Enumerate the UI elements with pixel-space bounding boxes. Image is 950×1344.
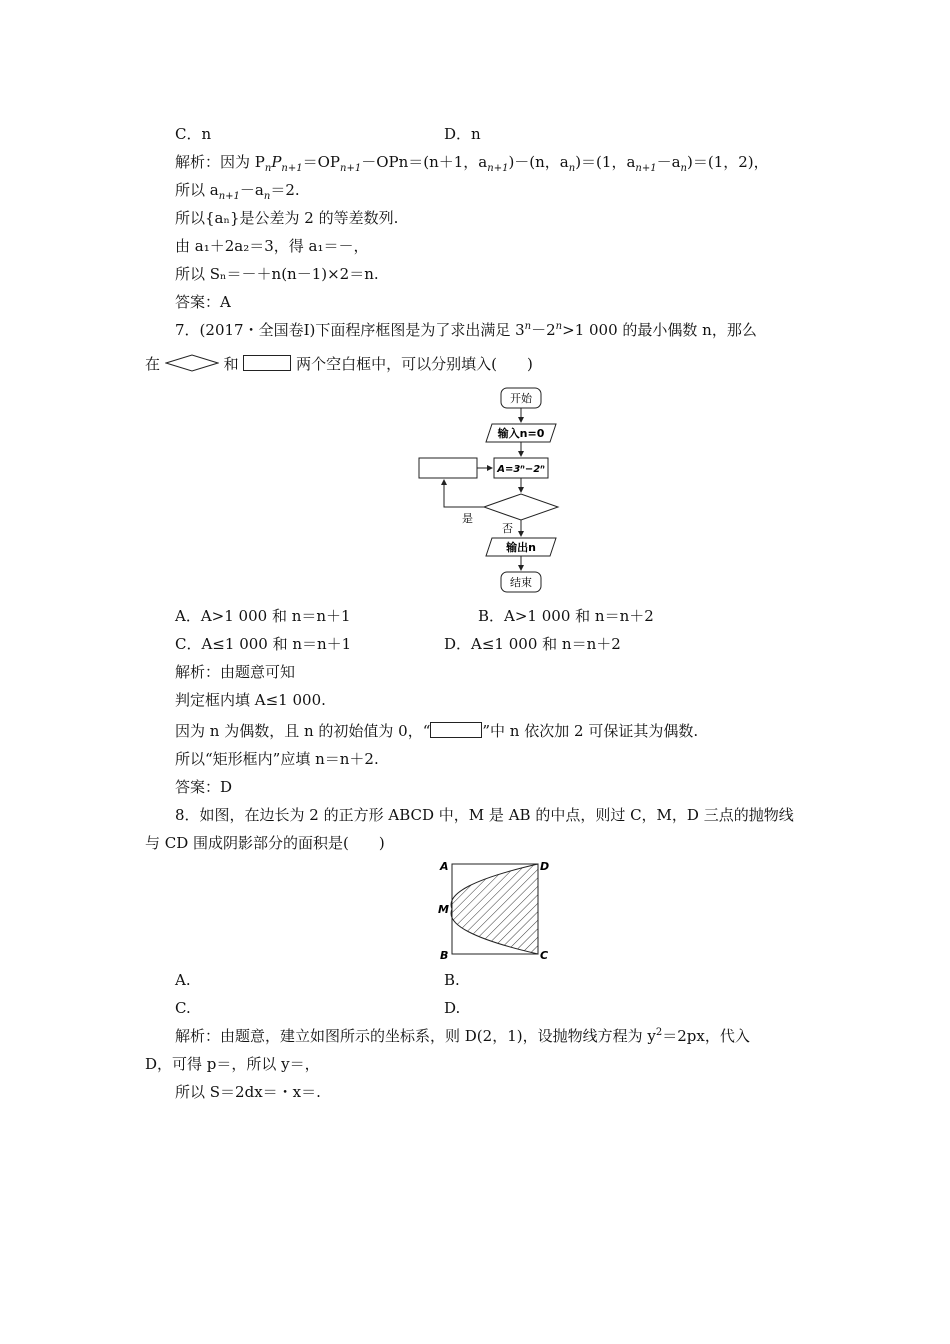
q7-solution-line-4: 所以“矩形框内”应填 n＝n＋2.: [175, 750, 379, 768]
start-label: 开始: [510, 392, 532, 405]
yes-label: 是: [462, 512, 473, 525]
q7-option-a: A．A>1 000 和 n＝n＋1: [175, 607, 351, 625]
q6-solution-line-4: 由 a₁＋2a₂＝3，得 a₁＝－，: [175, 237, 369, 255]
q7-solution-line-3: 因为 n 为偶数，且 n 的初始值为 0，“ ”中 n 依次加 2 可保证其为偶数.: [175, 722, 699, 740]
no-label: 否: [502, 522, 513, 535]
q8-option-c: C.: [175, 999, 191, 1017]
q7-stem-line-2: 在 和 两个空白框中，可以分别填入( ): [145, 355, 533, 373]
q6-option-d: D．n: [444, 125, 481, 143]
q7-option-c: C．A≤1 000 和 n＝n＋1: [175, 635, 352, 653]
q7-stem-line-1: 7．(2017・全国卷Ⅰ)下面程序框图是为了求出满足 $3^n-2^n>1$ 000 的最小偶数 n，那么: [175, 321, 757, 339]
blank-process-box: [419, 458, 477, 478]
output-label: 输出n: [506, 541, 536, 554]
square-parabola-figure: [432, 856, 552, 962]
shaded-region: [451, 864, 538, 954]
label-b: B: [440, 949, 449, 962]
q6-solution-line-3: 所以{aₙ}是公差为 2 的等差数列.: [175, 209, 399, 227]
q8-option-d: D.: [444, 999, 461, 1017]
q6-answer: 答案：A: [175, 293, 231, 311]
label-a: A: [440, 860, 449, 873]
rectangle-blank-icon: [430, 722, 482, 738]
label-c: C: [540, 949, 549, 962]
q7-answer: 答案：D: [175, 778, 233, 796]
q6-solution-line-5: 所以 Sₙ＝－＋n(n－1)×2＝n.: [175, 265, 379, 283]
q6-solution-line-2: 所以 $a_{n+1}-a_n=2$.: [175, 181, 300, 202]
label-m: M: [438, 903, 449, 916]
q6-solution-line-1: 解析：因为 $P_nP_{n+1}=OP_{n+1}-OPn=(n+1$，$a_{n+1})-(n$，$a_n)=(1$，$a_{n+1}-a_n)=(1$，2)，: [175, 153, 769, 174]
input-label: 输入n=0: [497, 427, 545, 440]
flowchart: [410, 384, 570, 600]
rectangle-blank-icon: [243, 355, 291, 371]
q8-option-a: A.: [175, 971, 191, 989]
q6-option-c: C．n: [175, 125, 212, 143]
q7-option-d: D．A≤1 000 和 n＝n＋2: [444, 635, 621, 653]
assign-label: A=3ⁿ−2ⁿ: [497, 464, 545, 475]
q7-option-b: B．A>1 000 和 n＝n＋2: [478, 607, 654, 625]
diamond-blank-icon: [165, 353, 219, 373]
q7-solution-line-2: 判定框内填 A≤1 000.: [175, 691, 326, 709]
q8-stem-line-2: 与 CD 围成阴影部分的面积是( ): [145, 834, 385, 852]
q8-solution-line-2: D，可得 p＝，所以 y＝，: [145, 1055, 320, 1073]
label-d: D: [540, 860, 550, 873]
q8-solution-line-1: 解析：由题意，建立如图所示的坐标系，则 D(2，1)，设抛物线方程为 $y^2=2px$，代入: [175, 1027, 750, 1045]
end-label: 结束: [510, 576, 532, 589]
blank-decision-diamond: [484, 494, 558, 520]
q7-solution-line-1: 解析：由题意可知: [175, 663, 296, 681]
q8-solution-line-3: 所以 S＝2dx＝・x＝.: [175, 1083, 321, 1101]
q8-option-b: B.: [444, 971, 460, 989]
q8-stem-line-1: 8．如图，在边长为 2 的正方形 ABCD 中，M 是 AB 的中点，则过 C，M，D 三点的抛物线: [175, 806, 794, 824]
